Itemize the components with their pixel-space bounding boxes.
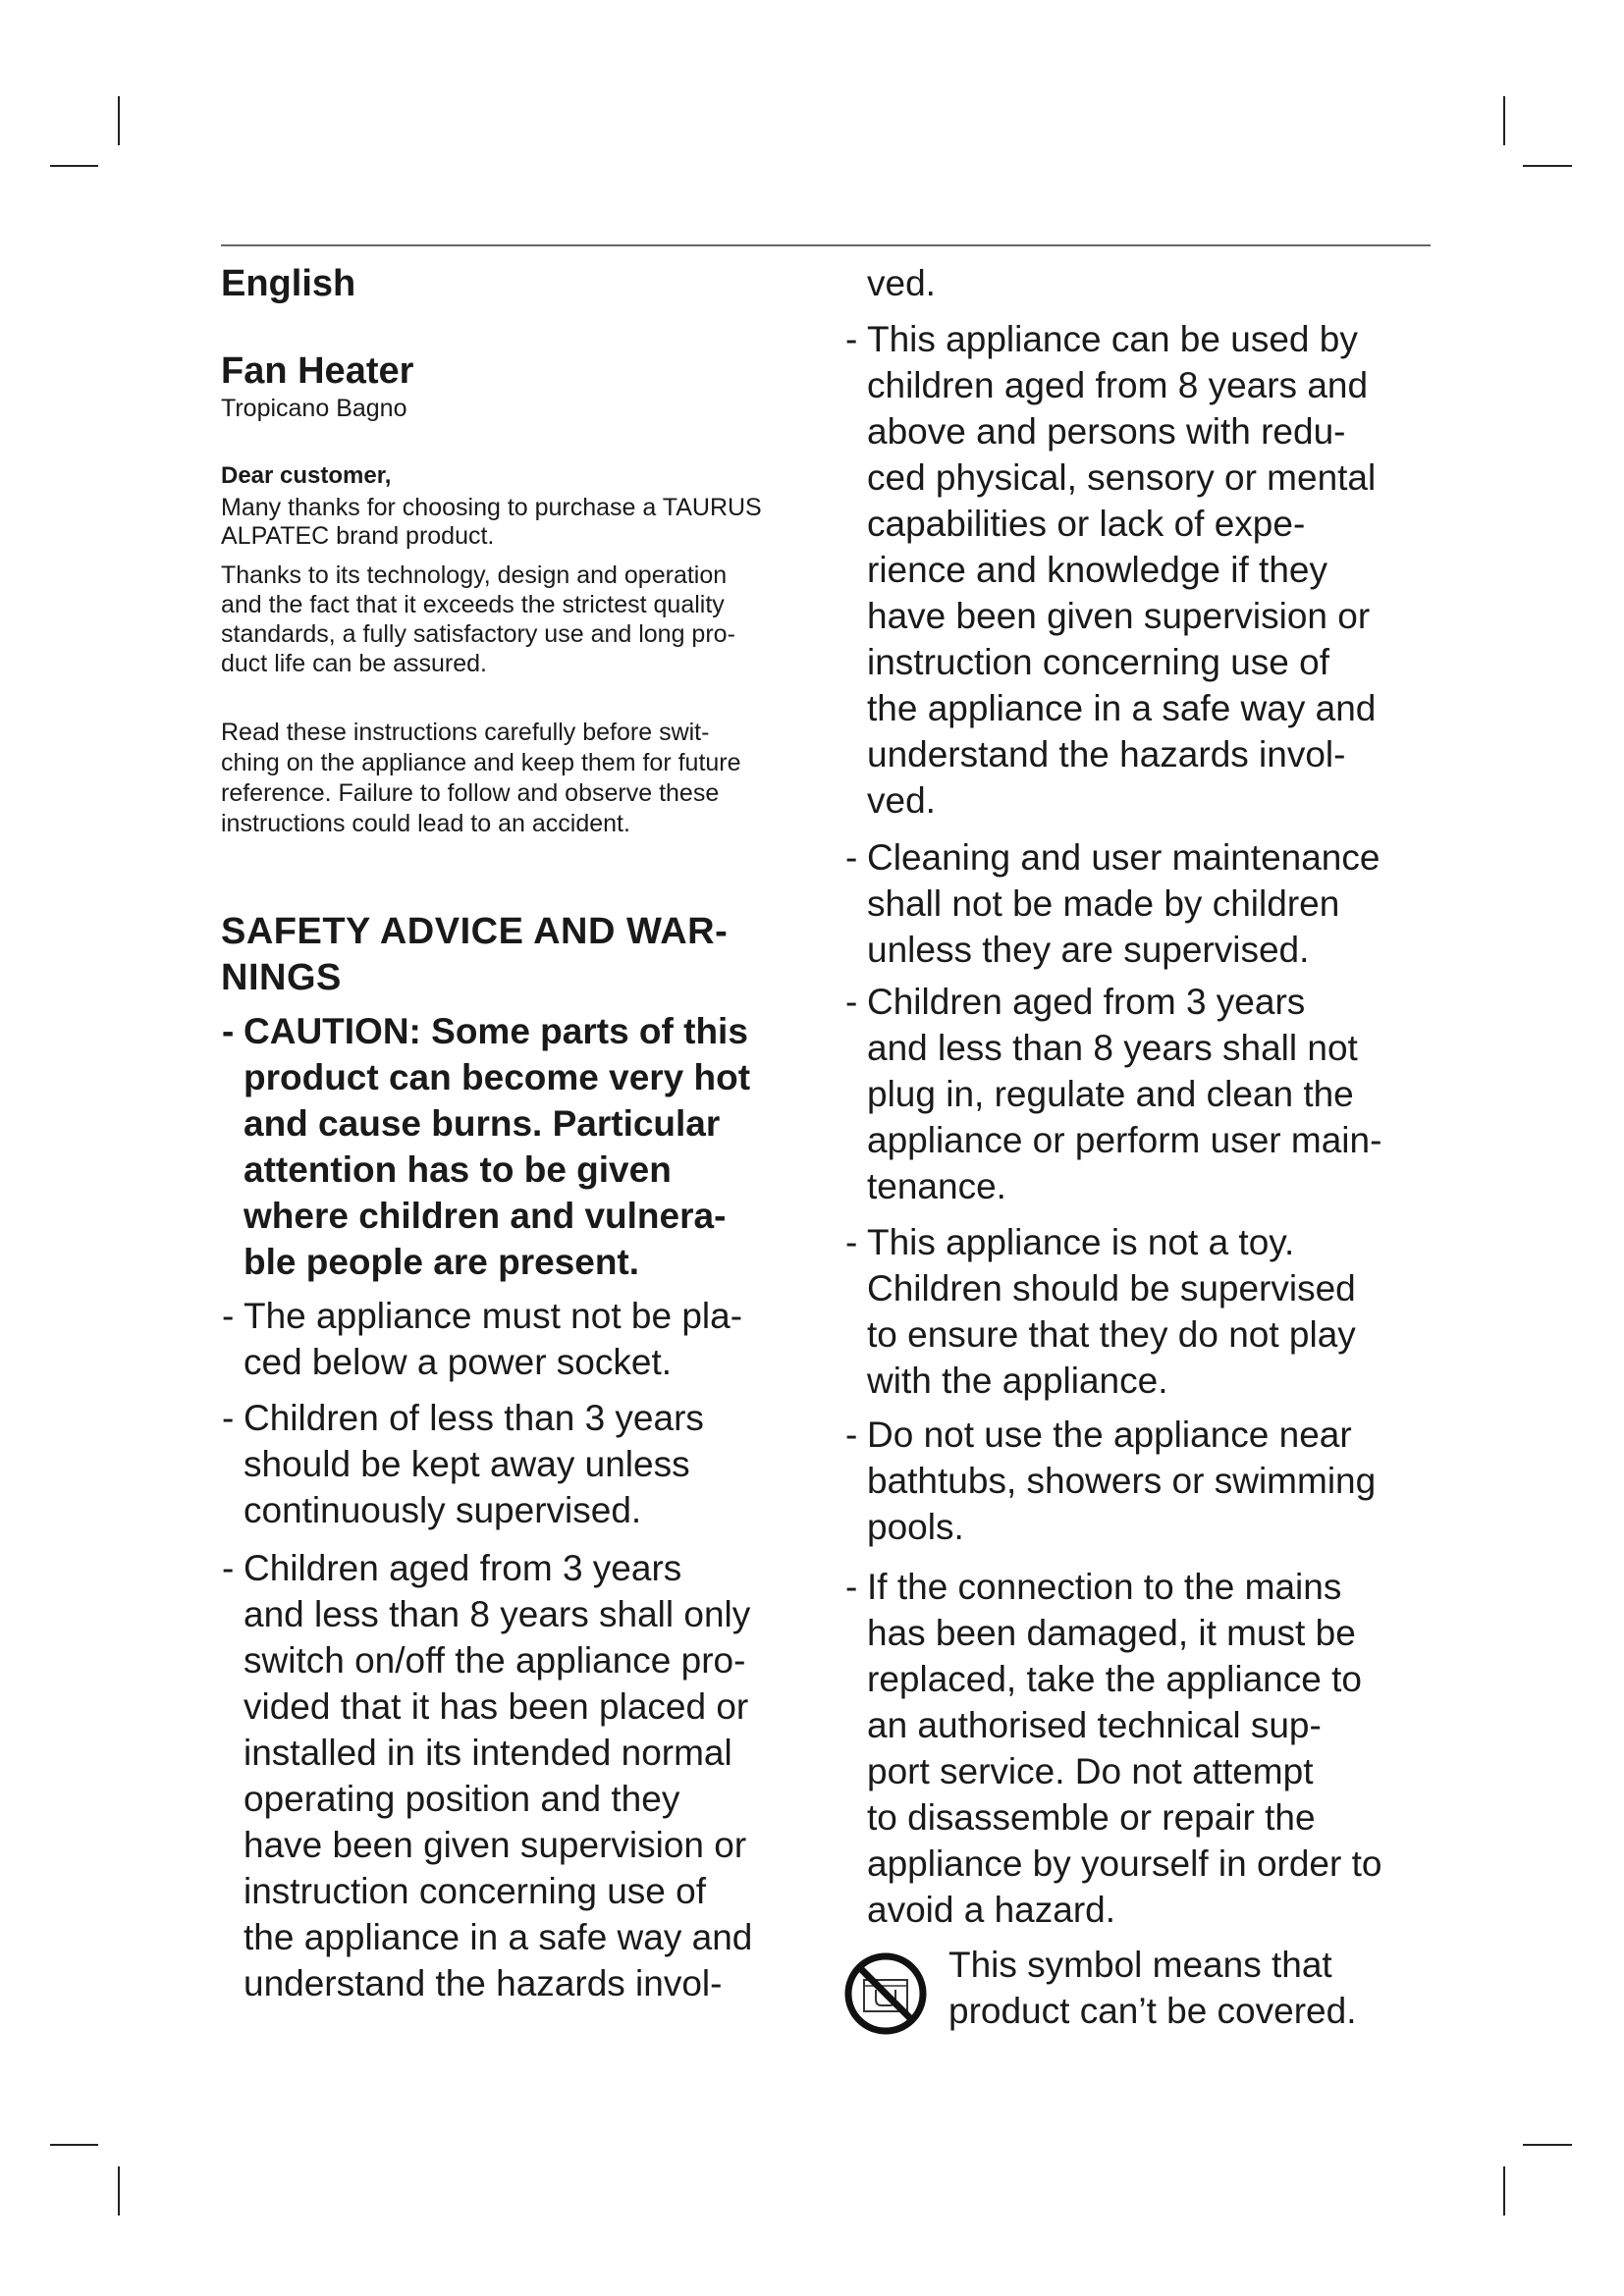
safety-item bbox=[845, 834, 1380, 973]
safety-line bbox=[845, 979, 1381, 1025]
title-line: NINGS bbox=[221, 957, 342, 998]
safety-item bbox=[845, 979, 1382, 1209]
safety-line: understand the hazards invol- bbox=[244, 1963, 723, 2003]
safety-line: appliance or perform user main- bbox=[867, 1120, 1382, 1160]
safety-line: children aged from 8 years and bbox=[867, 365, 1369, 405]
safety-line: to ensure that they do not play bbox=[867, 1314, 1356, 1355]
safety-line-text: The appliance must not be pla- bbox=[244, 1296, 743, 1336]
safety-line: should be kept away unless bbox=[244, 1444, 690, 1484]
intro-paragraph bbox=[221, 718, 741, 839]
safety-item bbox=[222, 1008, 751, 1285]
crop-mark bbox=[50, 165, 98, 167]
safety-line: ved. bbox=[867, 780, 936, 821]
crop-mark bbox=[118, 2166, 120, 2216]
paragraph-line: standards, a fully satisfactory use and long pro- bbox=[221, 620, 735, 648]
paragraph-line: ching on the appliance and keep them for future bbox=[221, 749, 741, 776]
crop-mark bbox=[1503, 2166, 1505, 2216]
safety-line: and cause burns. Particular bbox=[244, 1103, 721, 1144]
safety-line: an authorised technical sup- bbox=[867, 1705, 1322, 1745]
bullet-dash: - bbox=[845, 1222, 858, 1262]
safety-line bbox=[222, 1545, 752, 1591]
safety-line: have been given supervision or bbox=[244, 1825, 747, 1865]
safety-line-text: CAUTION: Some parts of this bbox=[244, 1011, 748, 1051]
safety-item bbox=[845, 1219, 1356, 1404]
crop-mark bbox=[1523, 165, 1572, 167]
safety-line-text: This appliance can be used by bbox=[867, 319, 1358, 359]
bullet-dash: - bbox=[222, 1296, 235, 1336]
safety-line-text: Do not use the appliance near bbox=[867, 1415, 1352, 1455]
safety-line: where children and vulnera- bbox=[244, 1196, 727, 1236]
safety-line: vided that it has been placed or bbox=[244, 1686, 749, 1727]
safety-line: to disassemble or repair the bbox=[867, 1797, 1316, 1838]
symbol-note-line: This symbol means that bbox=[948, 1945, 1332, 1985]
safety-line-text: If the connection to the mains bbox=[867, 1567, 1342, 1607]
safety-line bbox=[845, 1412, 1376, 1458]
safety-line: shall not be made by children bbox=[867, 883, 1340, 924]
safety-line: attention has to be given bbox=[244, 1149, 672, 1190]
bullet-dash: - bbox=[845, 1415, 858, 1455]
safety-line: appliance by yourself in order to bbox=[867, 1843, 1382, 1884]
safety-line: operating position and they bbox=[244, 1779, 680, 1819]
paragraph-line: ALPATEC brand product. bbox=[221, 522, 495, 550]
safety-title bbox=[221, 909, 728, 1001]
safety-line-text: Cleaning and user maintenance bbox=[867, 837, 1380, 878]
safety-line: switch on/off the appliance pro- bbox=[244, 1640, 746, 1681]
symbol-note bbox=[948, 1942, 1356, 2034]
safety-line: avoid a hazard. bbox=[867, 1890, 1116, 1930]
crop-mark bbox=[118, 96, 120, 145]
safety-line: product can become very hot bbox=[244, 1057, 751, 1097]
safety-line: ved. bbox=[867, 263, 936, 303]
safety-line: ced physical, sensory or mental bbox=[867, 457, 1377, 498]
safety-line: understand the hazards invol- bbox=[867, 734, 1346, 774]
safety-line: and less than 8 years shall only bbox=[244, 1594, 751, 1634]
safety-item bbox=[222, 1293, 743, 1385]
paragraph-line: instructions could lead to an accident. bbox=[221, 810, 630, 837]
bullet-dash: - bbox=[845, 1567, 858, 1607]
safety-item bbox=[222, 1545, 753, 2006]
safety-item bbox=[845, 1564, 1382, 1933]
paragraph-line: and the fact that it exceeds the strictest quality bbox=[221, 591, 725, 618]
product-title: Fan Heater bbox=[221, 350, 414, 392]
safety-line: have been given supervision or bbox=[867, 596, 1371, 636]
paragraph-line: Many thanks for choosing to purchase a TAURUS bbox=[221, 494, 762, 521]
safety-line bbox=[845, 1219, 1356, 1265]
paragraph-line: Thanks to its technology, design and operation bbox=[221, 561, 728, 589]
safety-line: instruction concerning use of bbox=[244, 1871, 706, 1911]
bullet-dash: - bbox=[845, 319, 858, 359]
safety-line-text: Children of less than 3 years bbox=[244, 1398, 704, 1438]
paragraph-line: duct life can be assured. bbox=[221, 650, 487, 677]
safety-line-text: This appliance is not a toy. bbox=[867, 1222, 1295, 1262]
safety-item bbox=[867, 260, 936, 306]
bullet-dash: - bbox=[845, 982, 858, 1022]
safety-item bbox=[222, 1395, 704, 1533]
crop-mark bbox=[1523, 2144, 1572, 2146]
safety-item bbox=[845, 1412, 1377, 1550]
do-not-cover-icon bbox=[842, 1950, 929, 2037]
safety-line: the appliance in a safe way and bbox=[867, 688, 1377, 728]
safety-line bbox=[222, 1008, 750, 1054]
symbol-note-line: product can’t be covered. bbox=[948, 1991, 1357, 2031]
safety-line bbox=[222, 1395, 704, 1441]
safety-line: instruction concerning use of bbox=[867, 642, 1329, 682]
safety-line bbox=[222, 1293, 743, 1339]
safety-line: installed in its intended normal bbox=[244, 1733, 732, 1773]
paragraph-line: Read these instructions carefully before swit- bbox=[221, 719, 710, 746]
crop-mark bbox=[1503, 96, 1505, 145]
paragraph-line: reference. Failure to follow and observe these bbox=[221, 779, 720, 807]
safety-line: plug in, regulate and clean the bbox=[867, 1074, 1354, 1114]
title-line: SAFETY ADVICE AND WAR- bbox=[221, 911, 729, 952]
safety-line bbox=[845, 834, 1380, 881]
intro-paragraph bbox=[221, 561, 735, 678]
safety-line: unless they are supervised. bbox=[867, 930, 1310, 970]
safety-line: tenance. bbox=[867, 1166, 1006, 1206]
bullet-dash: - bbox=[222, 1548, 235, 1588]
safety-line-text: Children aged from 3 years bbox=[244, 1548, 682, 1588]
safety-line: with the appliance. bbox=[867, 1361, 1168, 1401]
greeting: Dear customer, bbox=[221, 462, 392, 489]
bullet-dash: - bbox=[222, 1398, 235, 1438]
safety-line: replaced, take the appliance to bbox=[867, 1659, 1362, 1699]
safety-line: has been damaged, it must be bbox=[867, 1613, 1356, 1653]
safety-line: and less than 8 years shall not bbox=[867, 1028, 1358, 1068]
safety-line bbox=[845, 1564, 1381, 1610]
safety-line bbox=[845, 316, 1376, 362]
safety-line: port service. Do not attempt bbox=[867, 1751, 1314, 1791]
safety-line: Children should be supervised bbox=[867, 1268, 1356, 1308]
safety-line: bathtubs, showers or swimming bbox=[867, 1461, 1377, 1501]
safety-line: the appliance in a safe way and bbox=[244, 1917, 753, 1957]
safety-line: continuously supervised. bbox=[244, 1490, 642, 1530]
bullet-dash: - bbox=[845, 837, 858, 878]
language-heading: English bbox=[221, 263, 356, 304]
safety-line-text: Children aged from 3 years bbox=[867, 982, 1306, 1022]
safety-line: capabilities or lack of expe- bbox=[867, 504, 1306, 544]
header-rule bbox=[221, 244, 1431, 246]
safety-line: ble people are present. bbox=[244, 1242, 640, 1282]
bullet-dash: - bbox=[222, 1011, 235, 1051]
safety-item bbox=[845, 316, 1377, 824]
intro-paragraph bbox=[221, 494, 762, 551]
safety-line: ced below a power socket. bbox=[244, 1342, 673, 1382]
safety-line: above and persons with redu- bbox=[867, 411, 1346, 452]
product-model: Tropicano Bagno bbox=[221, 395, 407, 422]
crop-mark bbox=[50, 2144, 98, 2146]
safety-line: pools. bbox=[867, 1507, 964, 1547]
safety-line: rience and knowledge if they bbox=[867, 550, 1327, 590]
